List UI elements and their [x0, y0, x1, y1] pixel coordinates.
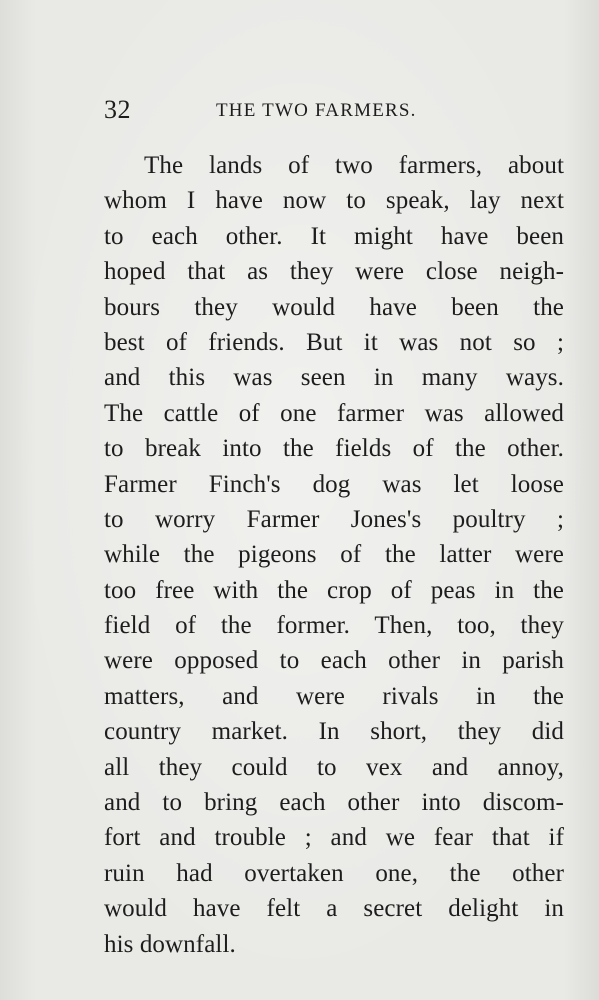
- text-line: whom I have now to speak, lay next: [104, 187, 564, 215]
- text-line: to break into the fields of the other.: [104, 435, 564, 463]
- text-line: and this was seen in many ways.: [104, 364, 564, 392]
- text-line: hoped that as they were close neigh-: [104, 258, 564, 286]
- text-line: were opposed to each other in parish: [104, 647, 564, 675]
- text-line: to worry Farmer Jones's poultry ;: [104, 505, 564, 533]
- text-line: would have felt a secret delight in: [104, 895, 564, 923]
- text-line: his downfall.: [104, 930, 236, 958]
- text-line: too free with the crop of peas in the: [104, 576, 564, 604]
- text-line: to each other. It might have been: [104, 222, 564, 250]
- text-line: matters, and were rivals in the: [104, 682, 564, 710]
- text-line: all they could to vex and annoy,: [104, 753, 564, 781]
- text-line: and to bring each other into discom-: [104, 789, 564, 817]
- chapter-title: THE TWO FARMERS.: [216, 100, 417, 121]
- text-line: bours they would have been the: [104, 293, 564, 321]
- text-line: while the pigeons of the latter were: [104, 541, 564, 569]
- body-paragraph: [104, 148, 564, 962]
- text-line: country market. In short, they did: [104, 718, 564, 746]
- text-line: field of the former. Then, too, they: [104, 612, 564, 640]
- text-line: Farmer Finch's dog was let loose: [104, 470, 564, 498]
- text-line: best of friends. But it was not so ;: [104, 328, 564, 356]
- text-line: The lands of two farmers, about: [144, 152, 564, 179]
- page-number: 32: [104, 95, 131, 124]
- running-head: [104, 92, 464, 128]
- text-line: The cattle of one farmer was allowed: [104, 399, 564, 427]
- text-line: fort and trouble ; and we fear that if: [104, 824, 564, 852]
- text-line: ruin had overtaken one, the other: [104, 859, 564, 887]
